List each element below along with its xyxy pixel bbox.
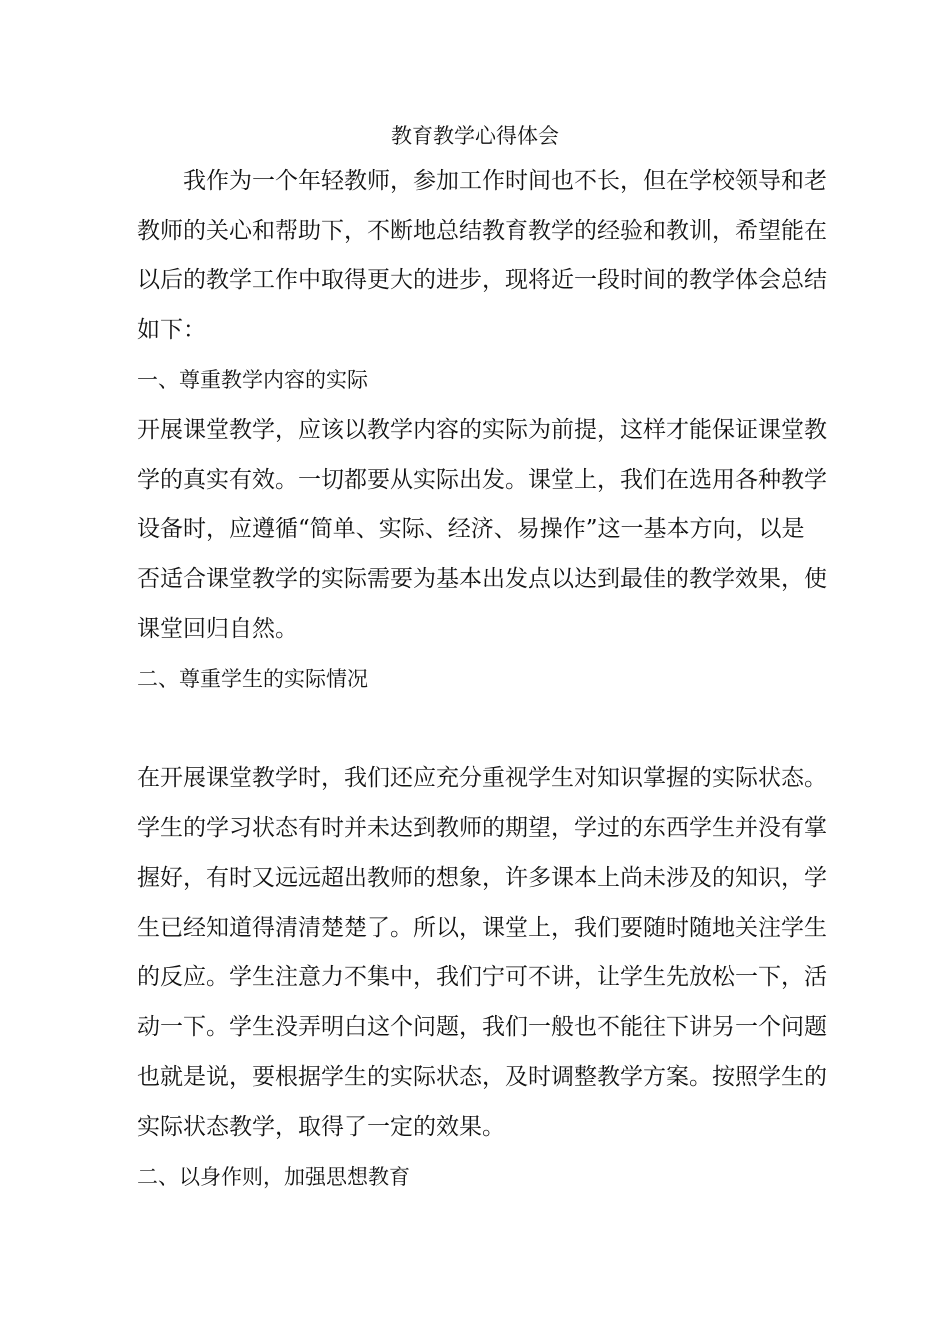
paragraph-line: 我作为一个年轻教师，参加工作时间也不长，但在学校领导和老 [183,168,827,194]
section-heading-3: 二、以身作则，加强思想教育 [137,1165,410,1189]
paragraph-line: 实际状态教学，取得了一定的效果。 [137,1114,505,1140]
paragraph-line: 在开展课堂教学时，我们还应充分重视学生对知识掌握的实际状态。 [137,765,827,791]
paragraph-line: 握好，有时又远远超出教师的想象，许多课本上尚未涉及的知识，学 [137,865,827,891]
paragraph-line: 开展课堂教学，应该以教学内容的实际为前提，这样才能保证课堂教 [137,417,827,443]
paragraph-line: 否适合课堂教学的实际需要为基本出发点以达到最佳的教学效果，使 [137,566,827,592]
paragraph-line: 动一下。学生没弄明白这个问题，我们一般也不能往下讲另一个问题 [137,1014,827,1040]
paragraph-line: 如下： [137,317,206,343]
paragraph-line: 的反应。学生注意力不集中，我们宁可不讲，让学生先放松一下，活 [137,964,827,990]
paragraph-line: 也就是说，要根据学生的实际状态，及时调整教学方案。按照学生的 [137,1064,827,1090]
section-heading-1: 一、尊重教学内容的实际 [137,368,368,392]
paragraph-line: 学生的学习状态有时并未达到教师的期望，学过的东西学生并没有掌 [137,815,827,841]
paragraph-line: 学的真实有效。一切都要从实际出发。课堂上，我们在选用各种教学 [137,467,827,493]
paragraph-line: 生已经知道得清清楚楚了。所以，课堂上，我们要随时随地关注学生 [137,915,827,941]
section-heading-2: 二、尊重学生的实际情况 [137,667,368,691]
paragraph-line: 以后的教学工作中取得更大的进步，现将近一段时间的教学体会总结 [137,267,827,293]
paragraph-line: 课堂回归自然。 [137,616,298,642]
paragraph-line: 教师的关心和帮助下，不断地总结教育教学的经验和教训，希望能在 [137,218,827,244]
paragraph-line: 设备时，应遵循“简单、实际、经济、易操作”这一基本方向，以是 [137,516,805,542]
document-title: 教育教学心得体会 [391,124,559,148]
